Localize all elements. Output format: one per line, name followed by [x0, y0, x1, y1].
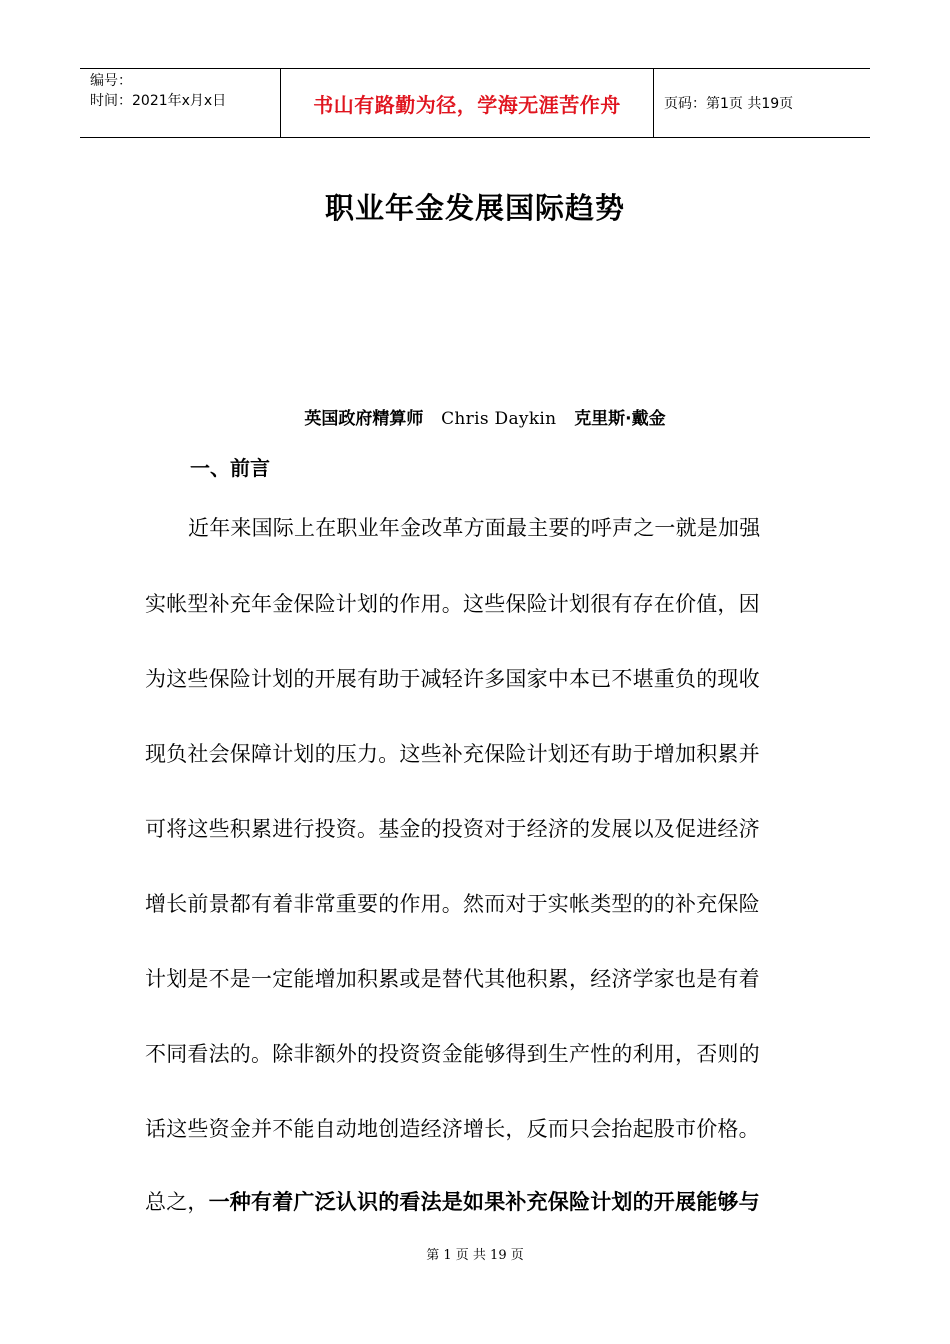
last-line-bold: 一种有着广泛认识的看法是如果补充保险计划的开展能够与: [208, 1190, 760, 1214]
author-prefix: 英国政府精算师: [304, 409, 424, 429]
time-label: 时间：2021年x月x日: [90, 93, 227, 109]
header-page-cell: [654, 69, 870, 137]
paragraph-line: 现负社会保障计划的压力。这些补充保险计划还有助于增加积累并: [145, 742, 760, 766]
paragraph-line: 话这些资金并不能自动地创造经济增长，反而只会抬起股市价格。: [145, 1117, 760, 1141]
paragraph-line: 为这些保险计划的开展有助于减轻许多国家中本已不堪重负的现收: [145, 667, 760, 691]
section-heading: 一、前言: [190, 456, 270, 480]
last-line-prefix: 总之，: [145, 1190, 209, 1214]
header-meta-cell: [80, 69, 281, 137]
page-info: 页码：第1页 共19页: [664, 96, 794, 112]
paragraph-line: 增长前景都有着非常重要的作用。然而对于实帐类型的的补充保险: [145, 892, 760, 916]
author-name: Chris Daykin: [441, 409, 557, 429]
paragraph-line: 可将这些积累进行投资。基金的投资对于经济的发展以及促进经济: [145, 817, 760, 841]
paragraph-line-last: [145, 1186, 795, 1216]
paragraph-line: 近年来国际上在职业年金改革方面最主要的呼声之一就是加强: [188, 516, 761, 540]
header-table: [80, 68, 870, 138]
document-title: 职业年金发展国际趋势: [324, 191, 625, 225]
motto-text: 书山有路勤为径，学海无涯苦作舟: [313, 92, 621, 117]
paragraph-line: 不同看法的。除非额外的投资资金能够得到生产性的利用，否则的: [145, 1042, 760, 1066]
paragraph-line: 计划是不是一定能增加积累或是替代其他积累，经济学家也是有着: [145, 967, 760, 991]
paragraph-line: 实帐型补充年金保险计划的作用。这些保险计划很有存在价值，因: [145, 592, 760, 616]
header-motto-cell: [281, 69, 654, 137]
page-footer: 第 1 页 共 19 页: [426, 1248, 524, 1263]
author-line: [0, 404, 950, 429]
number-label: 编号：: [90, 73, 132, 89]
author-suffix: 克里斯·戴金: [574, 409, 666, 429]
